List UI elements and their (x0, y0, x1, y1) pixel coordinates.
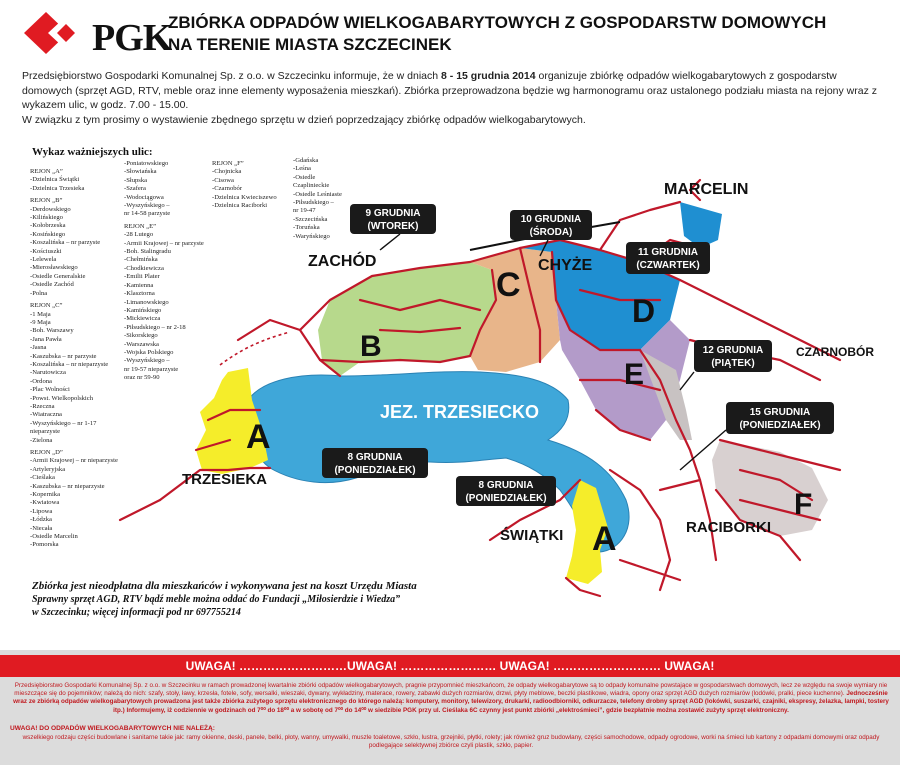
street-item: -Emilii Plater (124, 273, 160, 281)
street-item: -Osiedle Czaplinieckie (293, 173, 330, 190)
street-item: oraz nr 59-90 (124, 374, 160, 382)
district-swiatki: ŚWIĄTKI (500, 527, 564, 544)
svg-text:(WTOREK): (WTOREK) (367, 221, 419, 232)
street-item: nr 14-58 parzyste (124, 210, 171, 218)
street-item: -Narutowicza (30, 369, 66, 377)
date-label-15-grudnia (726, 402, 834, 434)
street-item: -Klasztorna (124, 290, 155, 298)
street-item: -Artyleryjska (30, 465, 66, 473)
street-item: -Pomorska (30, 541, 59, 549)
street-item: -Derdowskiego (30, 205, 71, 213)
street-item: -Cisowa (212, 176, 234, 184)
title-line-2: NA TERENIE MIASTA SZCZECINEK (168, 35, 452, 54)
svg-text:(PONIEDZIAŁEK): (PONIEDZIAŁEK) (465, 493, 547, 504)
logo-text: PGK (92, 17, 172, 59)
svg-text:11 GRUDNIA: 11 GRUDNIA (637, 247, 699, 258)
street-item: -Wyszyńskiego – (124, 357, 170, 365)
warning-bar: UWAGA! ………………………UWAGA! …………………… UWAGA! ……………………… UWAGA! (0, 655, 900, 677)
street-item: -9 Maja (30, 318, 51, 326)
street-item: -Toruńska (293, 224, 320, 232)
street-item: -Kościuszki (30, 247, 62, 255)
street-list-title: Wykaz ważniejszych ulic: (32, 146, 153, 158)
region-d-marcelin (680, 202, 722, 248)
district-marcelin: MARCELIN (664, 181, 749, 198)
street-item: -Wodociągowa (124, 193, 164, 201)
street-item: -Szczecińska (293, 215, 328, 223)
street-item: -Dzielnica Trzesieka (30, 184, 85, 192)
street-item: -Wyszyńskiego – nr 1-17 nieparzyste (30, 419, 97, 436)
street-item: -Osiedle Zachód (30, 281, 74, 289)
street-item: -Czarnobór (212, 185, 243, 193)
region-heading: REJON „A” (30, 168, 63, 175)
footnote-line-3: w Szczecinku; więcej informacji pod nr 697755214 (32, 607, 241, 618)
street-item: -Armii Krajowej – nr parzyste (124, 239, 204, 247)
street-item: -Wojska Polskiego (124, 348, 174, 356)
warning-text-1a: Przedsiębiorstwo Gospodarki Komunalnej Sp. z o.o. w Szczecinku w ramach prowadzonej kwartalnie zbiórki odpadów wielkogabarytowych, pragnie przypomnieć mieszkańcom, że odpady wielkogabarytowe są to odpady komunalne powstające w gospodarstwach domowych, lecz ze względu na swoje wymiary nie mieszczące się do pojemników; należą do nich: szafy, stoły, ławy, krzesła, fotele, sofy, wersalki, wieszaki, dywany, wykładziny, materace, rowery, zabawki dużych rozmiarów, drzwi, płyty meblowe, beczki plastikowe, wiadra, opony oraz sprzęt AGD dużych rozmiarów (lodówki, pralki, piece kuchenne). (14, 682, 888, 698)
region-letter-b: B (360, 330, 382, 363)
street-item: -Boh. Warszawy (30, 327, 74, 335)
warning-text-2: wszelkiego rodzaju części budowlane i sanitarne takie jak: ramy okienne, deski, panele, belki, płoty, wanny, umywalki, muszle toaletowe, szkło, lustra, grzejniki, płytki, rolety; jak również gruz budowlany, części samochodowe, odpady ogrodowe, worki na śmieci lub kartony z odpadami domowymi oraz odpady podlegające selektywnej zbiórce czyli plastik, szkło, papier. (22, 734, 880, 750)
intro-part-2: organizuje zbiórkę odpadów wielkogabarytowych z gospodarstw domowych (sprzęt AGD, RTV, meble oraz inne elementy wyposażenia mieszkań). Zbiórka przeprowadzona będzie wg harmonogramu oraz ustalonego podziału miasta na rejony wraz z wykazem ulic, w godz. 7.00 - 15.00. (22, 70, 878, 111)
street-item: -Słupska (124, 176, 148, 184)
street-item: -Kilińskiego (30, 214, 63, 222)
street-item: -Słowiańska (124, 168, 157, 176)
street-item: -Armii Krajowej – nr nieparzyste (30, 457, 118, 465)
street-item: -Warszawska (124, 340, 159, 348)
page-title (168, 12, 826, 56)
street-item: -Koszalińska – nr nieparzyste (30, 360, 109, 368)
warning-text-1 (10, 682, 892, 715)
street-item: -Osiedle Marcelin (30, 533, 78, 541)
date-label-8-grudnia-trzesieka (322, 448, 428, 478)
street-item: -Osiedle Leśniaste (293, 190, 342, 198)
intro-dates: 8 - 15 grudnia 2014 (441, 70, 536, 82)
date-label-9-grudnia (350, 204, 436, 234)
street-item: -Powst. Wielkopolskich (30, 394, 93, 402)
date-label-8-grudnia-swiatki (456, 476, 556, 506)
district-zachod: ZACHÓD (308, 253, 377, 270)
street-item: -Dzielnica Raciborki (212, 202, 268, 210)
street-item: -Limanowskiego (124, 298, 169, 306)
street-item: -Gdańska (293, 157, 319, 164)
street-item: -Kaszubska – nr parzyste (30, 352, 97, 360)
date-label-12-grudnia (694, 340, 772, 372)
street-item: nr 19-47 (293, 207, 316, 215)
street-item: -Kamińskiego (124, 306, 162, 314)
street-item: -Kołobrzeska (30, 222, 66, 230)
street-item: -Jana Pawła (30, 335, 62, 343)
svg-text:8 GRUDNIA: 8 GRUDNIA (347, 452, 403, 463)
street-item: -Dzielnica Świątki (30, 176, 80, 184)
street-item: -Wyszyńskiego – (124, 202, 170, 210)
street-item: -Jasna (30, 344, 47, 352)
region-heading: REJON „E” (124, 222, 157, 230)
street-item: -Kopernika (30, 491, 61, 499)
street-item: -Wiatraczna (30, 411, 62, 419)
street-item: nr 19-57 nieparzyste (124, 365, 179, 373)
region-heading: REJON „C” (30, 302, 63, 310)
street-item: -Rzeczna (30, 402, 55, 410)
region-b-zachod (318, 262, 496, 376)
street-item: -Kamienna (124, 281, 154, 289)
svg-text:10 GRUDNIA: 10 GRUDNIA (520, 214, 582, 225)
street-item: -Lipowa (30, 507, 53, 515)
region-letter-c: C (496, 266, 521, 304)
lake-trzesiecko (246, 372, 629, 552)
street-item: -Polna (30, 289, 48, 297)
intro-line-2: W związku z tym prosimy o wystawienie zbędnego sprzętu w dzień poprzedzający zbiórkę odpadów wielkogabarytowych. (22, 113, 586, 126)
pgk-logo (22, 10, 172, 59)
street-item: -Cieślaka (30, 474, 55, 482)
intro-text (22, 69, 882, 127)
svg-text:15 GRUDNIA: 15 GRUDNIA (749, 407, 811, 418)
street-item: -Chodkiewicza (124, 264, 164, 272)
street-item: -Chełmińska (124, 256, 158, 264)
svg-text:12 GRUDNIA: 12 GRUDNIA (702, 345, 764, 356)
title-line-1: ZBIÓRKA ODPADÓW WIELKOGABARYTOWYCH Z GOSPODARSTW DOMOWYCH (168, 13, 827, 32)
street-item: -Koszalińska – nr parzyste (30, 239, 101, 247)
svg-text:(PIĄTEK): (PIĄTEK) (711, 358, 755, 369)
street-item: -Zielona (30, 436, 53, 444)
street-item: -Piłsudskiego – (293, 199, 334, 207)
region-heading: REJON „F” (212, 160, 244, 167)
district-czarnobor: CZARNOBÓR (796, 345, 874, 359)
logo-diamond-icon (22, 10, 88, 56)
street-item: -Waryńskiego (293, 232, 330, 240)
street-item: -1 Maja (30, 310, 51, 318)
district-raciborki: RACIBORKI (686, 519, 771, 536)
street-item: -Kaszubska – nr nieparzyste (30, 482, 105, 490)
warning-heading-2: UWAGA! DO ODPADÓW WIELKOGABARYTOWYCH NIE NALEŻĄ: (10, 725, 216, 732)
lake-label: JEZ. TRZESIECKO (380, 402, 540, 422)
street-item: -Plac Wolności (30, 386, 70, 394)
date-label-11-grudnia (626, 242, 710, 274)
street-item: -Poniatowskiego (124, 160, 169, 167)
svg-text:(PONIEDZIAŁEK): (PONIEDZIAŁEK) (334, 465, 416, 476)
district-trzesieka: TRZESIEKA (182, 471, 268, 488)
svg-text:8 GRUDNIA: 8 GRUDNIA (478, 480, 534, 491)
street-item: -Mierosławskiego (30, 264, 78, 272)
district-chyze: CHYŻE (538, 257, 593, 274)
footnote-line-2: Sprawny sprzęt AGD, RTV bądź meble można oddać do Fundacji „Miłosierdzie i Wiedza” (32, 594, 401, 605)
street-item: -Lelewela (30, 256, 57, 264)
svg-text:(CZWARTEK): (CZWARTEK) (636, 260, 700, 271)
footnote-line-1: Zbiórka jest nieodpłatna dla mieszkańców i wykonywana jest na koszt Urzędu Miasta (32, 580, 417, 592)
street-item: -Boh. Stalingradu (124, 248, 171, 256)
street-item: -Dzielnica Kwieciszewo (212, 193, 277, 201)
street-item: -Chojnicka (212, 168, 242, 176)
footnote (32, 580, 417, 619)
svg-text:9 GRUDNIA: 9 GRUDNIA (365, 208, 421, 219)
svg-text:(ŚRODA): (ŚRODA) (529, 227, 573, 238)
warning-text-1b: Jednocześnie wraz ze zbiórką odpadów wielkogabarytowych prowadzona jest także zbiórka zużytego sprzętu elektronicznego do którego należą: komputery, monitory, telewizory, drukarki, radioodbiorniki, odkurzacze, telefony drobny sprzęt AGD (lokówki, suszarki, czajniki, ekspresy, żelazka, lampki, tostery itp.) Informujemy, iż codziennie w godzinach od 7⁰⁰ do 18⁰⁰ a w sobotę od 7⁰⁰ do 14⁰⁰ w siedzibie PGK przy ul. Cieślaka 6C czynny jest punkt zbiórki „elektrośmieci”, gdzie bezpłatnie można zostawić zużyty sprzęt elektroniczny. (13, 690, 889, 714)
street-item: -Mickiewicza (124, 315, 161, 323)
street-item: -Sikorskiego (124, 332, 158, 340)
street-item: -Ordona (30, 377, 52, 385)
region-letter-e: E (624, 358, 645, 391)
railway (220, 332, 290, 365)
region-letter-f: F (794, 488, 813, 521)
street-item: -Łódzka (30, 516, 52, 524)
date-label-10-grudnia (510, 210, 592, 240)
street-item: -Szafera (124, 185, 146, 193)
street-item: -Niecała (30, 524, 53, 532)
region-heading: REJON „D” (30, 449, 63, 456)
intro-part-1: Przedsiębiorstwo Gospodarki Komunalnej Sp. z o.o. w Szczecinku informuje, że w dniach (22, 70, 442, 82)
street-item: -28 Lutego (124, 231, 154, 239)
region-letter-a-west: A (246, 418, 271, 456)
street-item: -Kosińskiego (30, 230, 66, 238)
street-item: -Osiedle Generalskie (30, 272, 86, 280)
region-heading: REJON „B” (30, 197, 63, 205)
collection-map (0, 160, 900, 600)
street-item: -Kwiatowa (30, 499, 60, 507)
svg-text:(PONIEDZIAŁEK): (PONIEDZIAŁEK) (739, 420, 821, 431)
street-item: -Piłsudskiego – nr 2-18 (124, 323, 186, 331)
street-item: -Leśna (293, 165, 311, 173)
region-letter-d: D (632, 293, 656, 329)
region-letter-a-south: A (592, 520, 617, 558)
